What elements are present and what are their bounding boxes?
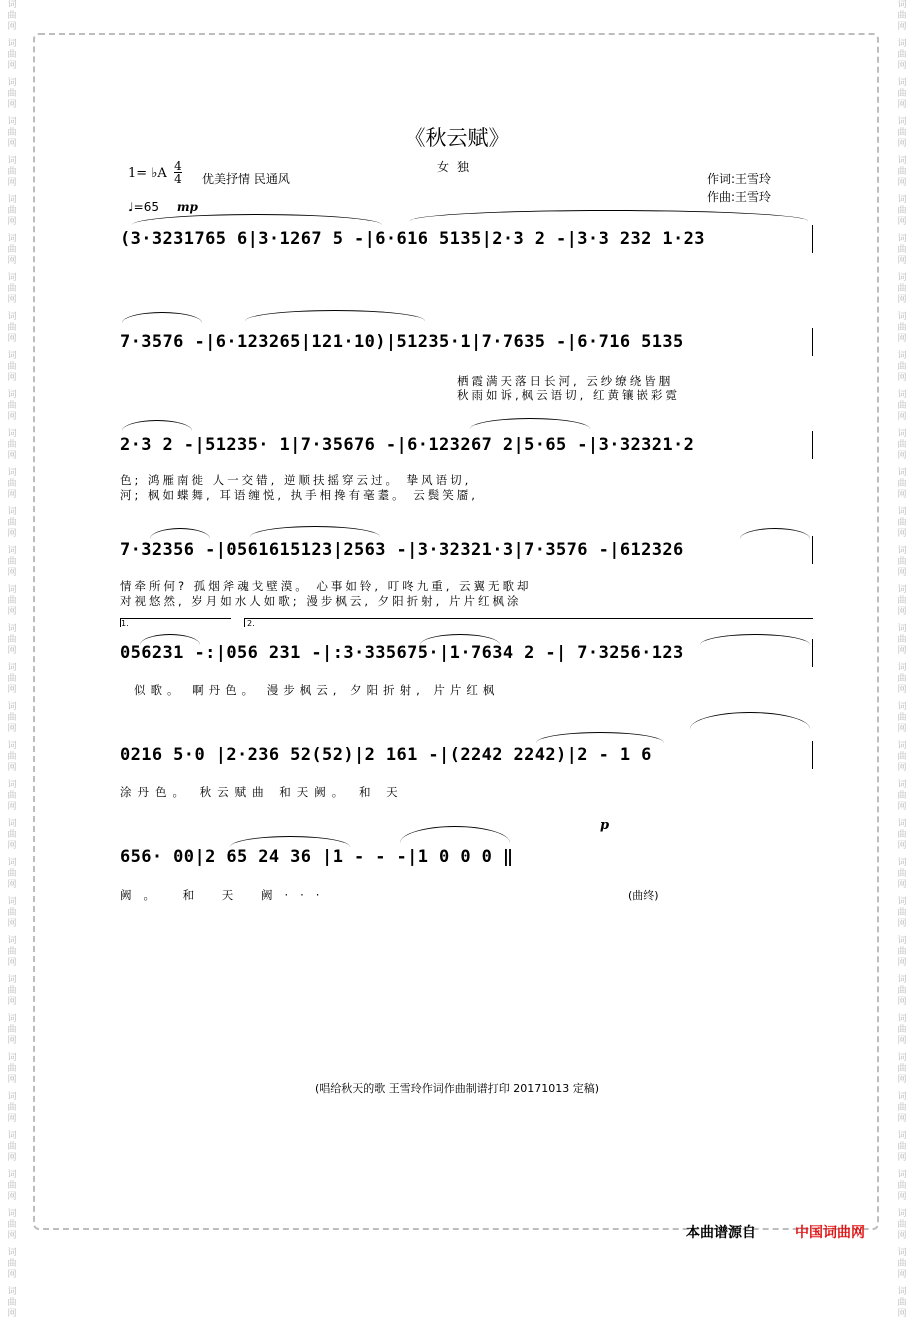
watermark-glyph: 曲 (7, 1025, 17, 1035)
watermark-glyph: 网 (897, 1114, 907, 1124)
watermark-glyph: 词 (7, 858, 17, 868)
watermark-glyph: 曲 (897, 440, 907, 450)
watermark-glyph: 曲 (7, 245, 17, 255)
watermark-glyph: 词 (7, 546, 17, 556)
watermark-glyph: 曲 (7, 1064, 17, 1074)
watermark-glyph: 曲 (7, 791, 17, 801)
watermark-glyph: 网 (7, 451, 17, 461)
watermark-glyph: 词 (7, 156, 17, 166)
composer-credit: 作曲:王雪玲 (707, 190, 772, 204)
watermark-glyph: 网 (897, 646, 907, 656)
watermark-glyph: 网 (7, 100, 17, 110)
staff-system-3: 2·3 2 -|51235· 1|7·35676 -|6·123267 2|5·65 -|3·32321·2 (120, 435, 695, 455)
barline (812, 536, 813, 564)
watermark-glyph: 词 (897, 936, 907, 946)
watermark-glyph: 曲 (7, 167, 17, 177)
watermark-glyph: 词 (7, 624, 17, 634)
watermark-glyph: 词 (897, 1131, 907, 1141)
watermark-glyph: 网 (7, 646, 17, 656)
watermark-glyph: 词 (7, 39, 17, 49)
watermark-glyph: 词 (897, 234, 907, 244)
watermark-glyph: 曲 (7, 440, 17, 450)
lyricist-credit: 作词:王雪玲 (707, 172, 772, 186)
watermark-glyph: 网 (897, 100, 907, 110)
watermark-glyph: 网 (897, 724, 907, 734)
watermark-glyph: 词 (897, 1053, 907, 1063)
watermark-glyph: 曲 (897, 1181, 907, 1191)
watermark-glyph: 网 (897, 256, 907, 266)
watermark-glyph: 曲 (897, 1259, 907, 1269)
watermark-glyph: 曲 (7, 11, 17, 21)
watermark-glyph: 网 (897, 1231, 907, 1241)
watermark-glyph: 网 (7, 1270, 17, 1280)
watermark-glyph: 词 (897, 819, 907, 829)
watermark-glyph: 网 (7, 373, 17, 383)
watermark-glyph: 词 (897, 351, 907, 361)
watermark-glyph: 词 (7, 117, 17, 127)
watermark-glyph: 曲 (7, 635, 17, 645)
watermark-glyph: 词 (897, 507, 907, 517)
watermark-glyph: 词 (897, 468, 907, 478)
watermark-glyph: 词 (7, 429, 17, 439)
watermark-glyph: 网 (897, 22, 907, 32)
lyrics-verse-1: 似歌。 啊丹色。 漫步枫云, 夕阳折射, 片片红枫 (134, 683, 500, 697)
watermark-glyph: 词 (7, 1170, 17, 1180)
watermark-glyph: 词 (7, 585, 17, 595)
watermark-glyph: 网 (7, 1075, 17, 1085)
staff-system-2: 7·3576 -|6·123265|121·10)|51235·1|7·7635 -|6·716 5135 (120, 332, 684, 352)
staff-system-4: 7·32356 -|0561615123|2563 -|3·32321·3|7·3576 -|612326 (120, 540, 684, 560)
watermark-glyph: 曲 (897, 869, 907, 879)
watermark-glyph: 网 (7, 529, 17, 539)
end-mark: (曲终) (628, 889, 659, 902)
watermark-glyph: 网 (7, 295, 17, 305)
watermark-glyph: 网 (7, 607, 17, 617)
watermark-glyph: 词 (897, 78, 907, 88)
watermark-glyph: 曲 (7, 713, 17, 723)
tempo-text: ♩=65 (128, 200, 159, 214)
watermark-glyph: 曲 (897, 50, 907, 60)
watermark-glyph: 词 (7, 195, 17, 205)
watermark-glyph: 网 (897, 1036, 907, 1046)
watermark-glyph: 词 (7, 351, 17, 361)
watermark-glyph: 词 (897, 897, 907, 907)
lyrics-verse-2: 对视悠然, 岁月如水人如歌; 漫步枫云, 夕阳折射, 片片红枫涂 (120, 594, 522, 608)
watermark-glyph: 曲 (897, 89, 907, 99)
watermark-glyph: 网 (7, 880, 17, 890)
watermark-glyph: 曲 (7, 947, 17, 957)
watermark-glyph: 曲 (7, 1259, 17, 1269)
watermark-glyph: 词 (897, 624, 907, 634)
watermark-glyph: 曲 (897, 1064, 907, 1074)
watermark-glyph: 网 (7, 1036, 17, 1046)
watermark-glyph: 词 (897, 1209, 907, 1219)
watermark-glyph: 网 (7, 1114, 17, 1124)
right-watermark-strip (892, 0, 912, 1319)
watermark-glyph: 曲 (7, 479, 17, 489)
watermark-glyph: 曲 (7, 323, 17, 333)
song-title: 《秋云赋》 (404, 126, 510, 150)
watermark-glyph: 网 (7, 568, 17, 578)
barline (812, 741, 813, 769)
watermark-glyph: 词 (897, 585, 907, 595)
watermark-glyph: 词 (7, 0, 17, 10)
staff-system-1: (3·3231765 6|3·1267 5 -|6·616 5135|2·3 2 -|3·3 232 1·23 (120, 229, 705, 249)
watermark-glyph: 词 (7, 1092, 17, 1102)
staff-system-5: 056231 -:|056 231 -|:3·335675·|1·7634 2 -| 7·3256·123 (120, 643, 684, 663)
watermark-glyph: 曲 (7, 206, 17, 216)
watermark-glyph: 曲 (897, 128, 907, 138)
watermark-glyph: 词 (897, 780, 907, 790)
watermark-glyph: 曲 (897, 752, 907, 762)
watermark-glyph: 网 (897, 412, 907, 422)
watermark-glyph: 词 (7, 312, 17, 322)
lyrics-verse-1: 情牵所何? 孤烟斧魂戈壁漠。 心事如铃, 叮咚九重, 云翼无歌却 (120, 579, 532, 593)
watermark-glyph: 曲 (897, 674, 907, 684)
watermark-glyph: 曲 (897, 1220, 907, 1230)
watermark-glyph: 曲 (7, 362, 17, 372)
lyrics-verse-1: 栖霞满天落日长河, 云纱缭绕皆胭 (457, 374, 674, 388)
watermark-glyph: 网 (7, 178, 17, 188)
watermark-glyph: 词 (897, 156, 907, 166)
watermark-glyph: 曲 (7, 986, 17, 996)
watermark-glyph: 曲 (897, 635, 907, 645)
watermark-glyph: 网 (897, 1192, 907, 1202)
watermark-glyph: 词 (897, 312, 907, 322)
song-subtitle: 女独 (436, 160, 477, 174)
watermark-glyph: 曲 (897, 596, 907, 606)
footer-note: (唱给秋天的歌 王雪玲作词作曲制谱打印 20171013 定稿) (314, 1082, 600, 1095)
watermark-glyph: 词 (897, 195, 907, 205)
watermark-gap (2, 1320, 22, 1326)
watermark-glyph: 网 (7, 763, 17, 773)
lyrics-verse-2: 河; 枫如蝶舞, 耳语缠悦, 执手相搀有毫耋。 云鬓笑靥, (120, 488, 478, 502)
meter-top: 4 (174, 159, 182, 173)
watermark-glyph: 网 (897, 919, 907, 929)
watermark-glyph: 网 (897, 373, 907, 383)
watermark-glyph: 词 (7, 936, 17, 946)
volta-1-label: 1. (121, 619, 129, 628)
watermark-glyph: 曲 (7, 50, 17, 60)
watermark-glyph: 词 (897, 1170, 907, 1180)
barline (812, 225, 813, 253)
watermark-glyph: 词 (7, 897, 17, 907)
watermark-glyph: 曲 (7, 401, 17, 411)
watermark-glyph: 网 (897, 139, 907, 149)
watermark-glyph: 曲 (897, 791, 907, 801)
barline (812, 639, 813, 667)
watermark-glyph: 词 (7, 78, 17, 88)
watermark-glyph: 曲 (897, 323, 907, 333)
meter-bottom: 4 (174, 172, 182, 186)
watermark-glyph: 词 (897, 858, 907, 868)
watermark-glyph: 词 (897, 663, 907, 673)
watermark-glyph: 网 (897, 1075, 907, 1085)
watermark-glyph: 网 (7, 22, 17, 32)
watermark-glyph: 网 (7, 802, 17, 812)
watermark-glyph: 曲 (897, 401, 907, 411)
watermark-glyph: 曲 (7, 557, 17, 567)
watermark-glyph: 网 (897, 1309, 907, 1319)
key-signature: 1= ♭A (128, 166, 167, 181)
watermark-glyph: 网 (897, 295, 907, 305)
watermark-glyph: 词 (7, 702, 17, 712)
watermark-glyph: 网 (897, 880, 907, 890)
watermark-glyph: 曲 (7, 1220, 17, 1230)
watermark-glyph: 网 (7, 61, 17, 71)
watermark-glyph: 词 (897, 390, 907, 400)
watermark-glyph: 网 (7, 1231, 17, 1241)
watermark-glyph: 曲 (897, 362, 907, 372)
watermark-glyph: 曲 (897, 908, 907, 918)
watermark-glyph: 网 (7, 958, 17, 968)
watermark-glyph: 词 (897, 1092, 907, 1102)
watermark-glyph: 曲 (7, 1181, 17, 1191)
watermark-glyph: 曲 (7, 830, 17, 840)
watermark-glyph: 曲 (7, 89, 17, 99)
watermark-glyph: 曲 (897, 1298, 907, 1308)
volta-2-label: 2. (247, 619, 255, 628)
watermark-glyph: 词 (7, 1131, 17, 1141)
watermark-glyph: 词 (897, 975, 907, 985)
watermark-glyph: 网 (897, 217, 907, 227)
watermark-glyph: 网 (7, 724, 17, 734)
lyrics-verse-2: 秋雨如诉,枫云语切, 红黄镶嵌彩霓 (457, 388, 680, 402)
watermark-glyph: 网 (7, 919, 17, 929)
watermark-glyph: 词 (897, 39, 907, 49)
dynamic-marking: mp (176, 200, 198, 214)
watermark-glyph: 曲 (897, 518, 907, 528)
lyrics-verse-1: 阙。 和 天 阙··· (120, 888, 332, 902)
watermark-glyph: 网 (897, 607, 907, 617)
watermark-glyph: 词 (897, 741, 907, 751)
watermark-glyph: 词 (897, 1014, 907, 1024)
watermark-glyph: 词 (897, 429, 907, 439)
source-label: 本曲谱源自 (686, 1225, 756, 1241)
watermark-glyph: 网 (897, 568, 907, 578)
watermark-gap (892, 1320, 912, 1326)
watermark-glyph: 词 (7, 819, 17, 829)
lyrics-verse-1: 涂丹色。 秋云赋曲 和天阙。 和 天 (120, 785, 404, 799)
watermark-glyph: 曲 (7, 869, 17, 879)
watermark-glyph: 曲 (897, 557, 907, 567)
watermark-glyph: 曲 (7, 674, 17, 684)
watermark-glyph: 词 (7, 234, 17, 244)
watermark-glyph: 曲 (897, 947, 907, 957)
watermark-glyph: 词 (7, 1053, 17, 1063)
watermark-glyph: 曲 (7, 596, 17, 606)
tempo-marking (128, 200, 198, 214)
watermark-glyph: 网 (7, 412, 17, 422)
barline (812, 431, 813, 459)
watermark-glyph: 词 (897, 1287, 907, 1297)
style-marking: 优美抒情 民通风 (202, 172, 290, 186)
staff-system-7: 656· 00|2 65 24 36 |1 - - -|1 0 0 0 ‖ (120, 847, 514, 867)
watermark-glyph: 曲 (7, 752, 17, 762)
watermark-glyph: 词 (7, 507, 17, 517)
watermark-glyph: 曲 (897, 11, 907, 21)
watermark-glyph: 网 (897, 841, 907, 851)
watermark-glyph: 网 (7, 997, 17, 1007)
watermark-glyph: 词 (7, 975, 17, 985)
lyrics-verse-1: 色; 鸿雁南徙 人一交错, 逆顺扶摇穿云过。 挚风语切, (120, 473, 472, 487)
watermark-glyph: 曲 (897, 167, 907, 177)
watermark-glyph: 网 (897, 1270, 907, 1280)
watermark-glyph: 曲 (897, 284, 907, 294)
watermark-glyph: 词 (7, 1248, 17, 1258)
watermark-glyph: 曲 (897, 1025, 907, 1035)
watermark-glyph: 词 (7, 663, 17, 673)
watermark-glyph: 曲 (897, 245, 907, 255)
watermark-glyph: 网 (7, 1309, 17, 1319)
watermark-glyph: 网 (897, 997, 907, 1007)
watermark-glyph: 网 (897, 529, 907, 539)
watermark-glyph: 词 (7, 1287, 17, 1297)
watermark-glyph: 网 (897, 61, 907, 71)
watermark-glyph: 网 (7, 256, 17, 266)
watermark-glyph: 词 (7, 273, 17, 283)
watermark-glyph: 网 (897, 802, 907, 812)
barline (812, 328, 813, 356)
watermark-glyph: 词 (897, 546, 907, 556)
watermark-glyph: 曲 (897, 830, 907, 840)
watermark-glyph: 词 (897, 702, 907, 712)
watermark-glyph: 曲 (7, 518, 17, 528)
watermark-glyph: 网 (7, 490, 17, 500)
watermark-glyph: 网 (7, 685, 17, 695)
watermark-glyph: 词 (7, 1014, 17, 1024)
watermark-glyph: 网 (897, 685, 907, 695)
watermark-glyph: 曲 (897, 713, 907, 723)
watermark-glyph: 网 (897, 763, 907, 773)
watermark-glyph: 词 (7, 1209, 17, 1219)
watermark-glyph: 网 (897, 178, 907, 188)
watermark-glyph: 词 (897, 273, 907, 283)
watermark-glyph: 词 (897, 117, 907, 127)
watermark-glyph: 曲 (897, 1142, 907, 1152)
watermark-glyph: 词 (7, 468, 17, 478)
watermark-glyph: 网 (7, 1192, 17, 1202)
watermark-glyph: 曲 (7, 1103, 17, 1113)
watermark-glyph: 曲 (7, 1142, 17, 1152)
watermark-glyph: 曲 (7, 128, 17, 138)
watermark-glyph: 网 (897, 958, 907, 968)
watermark-glyph: 网 (897, 490, 907, 500)
time-signature (174, 160, 182, 185)
source-brand-link[interactable]: 中国词曲网 (795, 1225, 865, 1241)
watermark-glyph: 曲 (897, 479, 907, 489)
dynamic-marking: p (600, 818, 610, 833)
watermark-glyph: 网 (897, 334, 907, 344)
watermark-glyph: 词 (897, 0, 907, 10)
watermark-glyph: 曲 (897, 986, 907, 996)
watermark-glyph: 曲 (897, 1103, 907, 1113)
left-watermark-strip (2, 0, 22, 1319)
watermark-glyph: 网 (7, 1153, 17, 1163)
watermark-glyph: 网 (7, 841, 17, 851)
watermark-glyph: 曲 (7, 908, 17, 918)
watermark-glyph: 词 (897, 1248, 907, 1258)
watermark-glyph: 词 (7, 780, 17, 790)
watermark-glyph: 曲 (7, 284, 17, 294)
volta-1-bracket (120, 618, 231, 627)
watermark-glyph: 网 (7, 139, 17, 149)
watermark-glyph: 词 (7, 741, 17, 751)
watermark-glyph: 曲 (7, 1298, 17, 1308)
staff-system-6: 0216 5·0 |2·236 52(52)|2 161 -|(2242 2242)|2 - 1 6 (120, 745, 652, 765)
watermark-glyph: 网 (897, 1153, 907, 1163)
watermark-glyph: 词 (7, 390, 17, 400)
watermark-glyph: 网 (897, 451, 907, 461)
watermark-glyph: 网 (7, 217, 17, 227)
watermark-glyph: 曲 (897, 206, 907, 216)
volta-2-bracket (244, 618, 813, 627)
watermark-glyph: 网 (7, 334, 17, 344)
